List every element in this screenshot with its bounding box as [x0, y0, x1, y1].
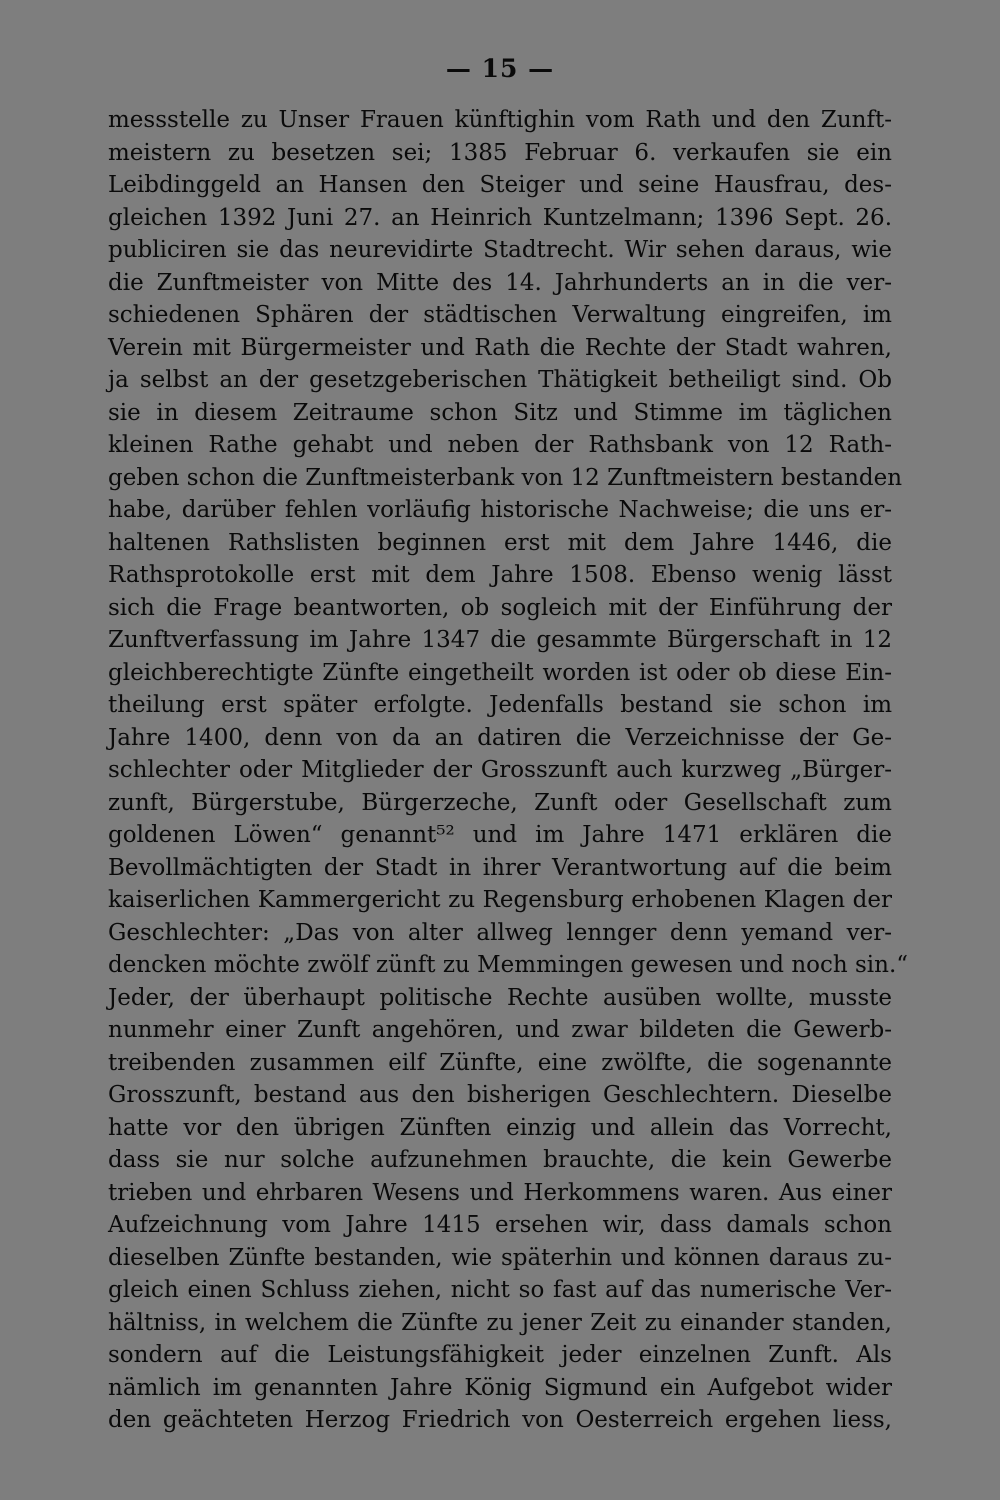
text-line: publiciren sie das neurevidirte Stadtrecht. Wir sehen daraus, wie [108, 237, 892, 263]
text-line: haltenen Rathslisten beginnen erst mit dem Jahre 1446, die [108, 529, 892, 556]
text-line: kaiserlichen Kammergericht zu Regensburg erhobenen Klagen der [108, 887, 892, 913]
text-line: geben schon die Zunftmeisterbank von 12 Zunftmeistern bestanden [108, 464, 903, 491]
text-line: meistern zu besetzen sei; 1385 Februar 6. verkaufen sie ein [108, 139, 892, 166]
text-line: schlechter oder Mitglieder der Grosszunft auch kurzweg „Bürger- [108, 757, 892, 783]
text-line: Geschlechter: „Das von alter allweg lennger denn yemand ver- [108, 919, 892, 946]
body-text [108, 104, 909, 1437]
text-line: Verein mit Bürgermeister und Rath die Rechte der Stadt wahren, [108, 334, 892, 361]
text-line: sondern auf die Leistungsfähigkeit jeder einzelnen Zunft. Als [108, 1342, 892, 1368]
text-line: gleichen 1392 Juni 27. an Heinrich Kuntzelmann; 1396 Sept. 26. [108, 204, 892, 231]
text-line: habe, darüber fehlen vorläufig historische Nachweise; die uns er- [108, 497, 892, 523]
text-line: Rathsprotokolle erst mit dem Jahre 1508. Ebenso wenig lässt [108, 562, 892, 588]
text-line: Bevollmächtigten der Stadt in ihrer Verantwortung auf die beim [108, 854, 892, 881]
text-line: treibenden zusammen eilf Zünfte, eine zwölfte, die sogenannte [108, 1049, 892, 1076]
text-line: theilung erst später erfolgte. Jedenfalls bestand sie schon im [108, 692, 892, 718]
text-line: ja selbst an der gesetzgeberischen Thätigkeit betheiligt sind. Ob [108, 367, 892, 393]
text-line: goldenen Löwen“ genannt⁵² und im Jahre 1471 erklären die [108, 822, 892, 848]
text-line: gleich einen Schluss ziehen, nicht so fast auf das numerische Ver- [108, 1277, 892, 1303]
text-line: Grosszunft, bestand aus den bisherigen Geschlechtern. Dieselbe [108, 1082, 892, 1108]
text-line: dieselben Zünfte bestanden, wie späterhin und können daraus zu- [108, 1244, 892, 1271]
text-line: kleinen Rathe gehabt und neben der Rathsbank von 12 Rath- [108, 432, 892, 458]
text-line: dencken möchte zwölf zünft zu Memmingen gewesen und noch sin.“ [108, 952, 909, 978]
text-line: sie in diesem Zeitraume schon Sitz und Stimme im täglichen [108, 399, 892, 426]
text-line: Aufzeichnung vom Jahre 1415 ersehen wir, dass damals schon [108, 1212, 892, 1238]
text-line: zunft, Bürgerstube, Bürgerzeche, Zunft oder Gesellschaft zum [108, 789, 892, 816]
text-line: den geächteten Herzog Friedrich von Oesterreich ergehen liess, [108, 1407, 892, 1433]
text-line: gleichberechtigte Zünfte eingetheilt worden ist oder ob diese Ein- [108, 659, 892, 686]
text-line: die Zunftmeister von Mitte des 14. Jahrhunderts an in die ver- [108, 269, 892, 296]
text-line: messstelle zu Unser Frauen künftighin vom Rath und den Zunft- [108, 107, 892, 133]
text-line: Jahre 1400, denn von da an datiren die Verzeichnisse der Ge- [108, 724, 892, 751]
text-line: hältniss, in welchem die Zünfte zu jener Zeit zu einander standen, [108, 1309, 892, 1336]
text-line: Leibdinggeld an Hansen den Steiger und seine Hausfrau, des- [108, 172, 892, 198]
text-line: nämlich im genannten Jahre König Sigmund ein Aufgebot wider [108, 1374, 892, 1401]
page-number: — 15 — [445, 54, 555, 83]
text-line: nunmehr einer Zunft angehören, und zwar bildeten die Gewerb- [108, 1017, 892, 1043]
text-line: sich die Frage beantworten, ob sogleich mit der Einführung der [108, 594, 892, 621]
text-line: dass sie nur solche aufzunehmen brauchte, die kein Gewerbe [108, 1147, 892, 1173]
text-line: hatte vor den übrigen Zünften einzig und allein das Vorrecht, [108, 1114, 892, 1141]
text-line: schiedenen Sphären der städtischen Verwaltung eingreifen, im [108, 302, 892, 328]
text-line: trieben und ehrbaren Wesens und Herkommens waren. Aus einer [108, 1179, 892, 1206]
text-line: Jeder, der überhaupt politische Rechte ausüben wollte, musste [108, 984, 892, 1011]
text-line: Zunftverfassung im Jahre 1347 die gesammte Bürgerschaft in 12 [108, 627, 892, 653]
